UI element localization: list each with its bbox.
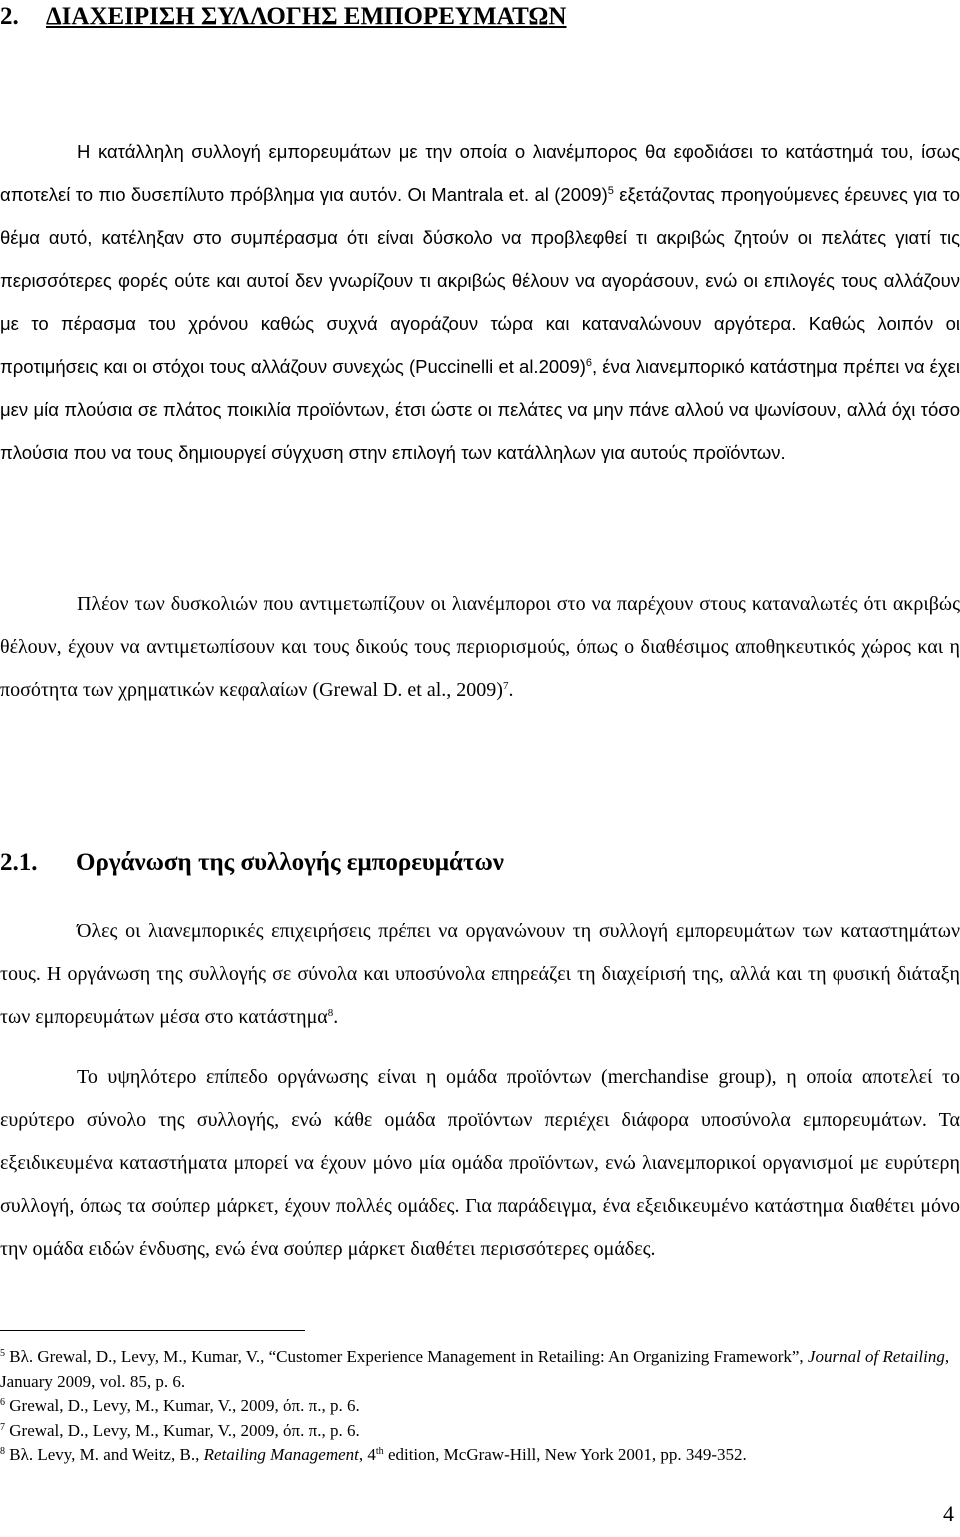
footnote-book-title: Retailing Management	[203, 1445, 359, 1464]
footnote-ref-6[interactable]: 6	[585, 357, 593, 369]
paragraph-2-text-a: Πλέον των δυσκολιών που αντιμετωπίζουν οι λιανέμποροι στο να παρέχουν στους καταναλωτές ότι ακριβώς θέλουν, έχουν να αντιμετωπίσουν και τους δικούς τους περιορισμούς, όπως ο διαθέσιμος αποθηκευτικός χώρος και η ποσότητα των χρηματικών κεφαλαίων (Grewal D. et al., 2009)	[0, 593, 960, 701]
footnote-7	[0, 1419, 960, 1444]
chapter-number: 2.	[0, 3, 19, 30]
paragraph-4: Το υψηλότερο επίπεδο οργάνωσης είναι η ομάδα προϊόντων (merchandise group), η οποία αποτελεί το ευρύτερο σύνολο της συλλογής, ενώ κάθε ομάδα προϊόντων περιέχει διάφορα υποσύνολα εμπορευμάτων. Τα εξειδικευμένα καταστήματα μπορεί να έχουν μόνο μία ομάδα προϊόντων, ενώ λιανεμπορικοί οργανισμοί με ευρύτερη συλλογή, όπως τα σούπερ μάρκετ, έχουν πολλές ομάδες. Για παράδειγμα, ένα εξειδικευμένο κατάστημα διαθέτει μόνο την ομάδα ειδών ένδυσης, ενώ ένα σούπερ μάρκετ διαθέτει περισσότερες ομάδες.	[0, 1066, 960, 1260]
paragraph-1-text-b: εξετάζοντας προηγούμενες έρευνες για το θέμα αυτό, κατέληξαν στο συμπέρασμα ότι είναι δύσκολο να προβλεφθεί τι ακριβώς ζητούν οι πελάτες γιατί τις περισσότερες φορές ούτε και αυτοί δεν γνωρίζουν τι ακριβώς θέλουν να αγοράσουν, ενώ οι επιλογές τους αλλάζουν με το πέρασμα του χρόνου καθώς συχνά αγοράζουν τώρα και καταναλώνουν αργότερα. Καθώς λοιπόν οι προτιμήσεις και οι στόχοι τους αλλάζουν συνεχώς (Puccinelli et al.2009)	[0, 184, 960, 377]
section-title: Οργάνωση της συλλογής εμπορευμάτων	[76, 849, 504, 876]
footnote-ref-7[interactable]: 7	[502, 680, 509, 692]
chapter-title: ΔΙΑΧΕΙΡΙΣΗ ΣΥΛΛΟΓΗΣ ΕΜΠΟΡΕΥΜΑΤΩΝ	[46, 3, 567, 30]
chapter-heading	[0, 0, 566, 34]
paragraph-3-text-a: Όλες οι λιανεμπορικές επιχειρήσεις πρέπει να οργανώνουν τη συλλογή εμπορευμάτων των καταστημάτων τους. Η οργάνωση της συλλογής σε σύνολα και υποσύνολα επηρεάζει τη διαχείρισή της, αλλά και τη φυσική διάταξη των εμπορευμάτων μέσα στο κατάστημα	[0, 920, 960, 1028]
section-heading	[0, 846, 504, 880]
footnote-5	[0, 1345, 960, 1394]
paragraph-3-text-b: .	[333, 1006, 339, 1028]
paragraph-1	[0, 130, 960, 474]
footnote-text: , January 2009, vol. 85, p. 6.	[0, 1347, 950, 1391]
footnote-ref-8[interactable]: 8	[327, 1007, 334, 1019]
footnote-number: 8	[0, 1446, 5, 1457]
paragraph-1-text-a: Η κατάλληλη συλλογή εμπορευμάτων με την οποία ο λιανέμπορος θα εφοδιάσει το κατάστημά του, ίσως αποτελεί το πιο δυσεπίλυτο πρόβλημα για αυτόν. Οι Mantrala et. al (2009)	[0, 141, 960, 205]
footnote-text: edition, McGraw-Hill, New York 2001, pp. 349-352.	[383, 1445, 747, 1464]
section-number: 2.1.	[0, 849, 38, 876]
paragraph-1-text-c: , ένα λιανεμπορικό κατάστημα πρέπει να έχει μεν μία πλούσια σε πλάτος ποικιλία προϊόντων, έτσι ώστε οι πελάτες να μην πάνε αλλού να ψωνίσουν, αλλά όχι τόσο πλούσια που να τους δημιουργεί σύγχυση στην επιλογή των κατάλληλων για αυτούς προϊόντων.	[0, 356, 960, 463]
footnote-edition-superscript: th	[375, 1446, 384, 1457]
footnote-text: Grewal, D., Levy, M., Kumar, V., 2009, όπ. π., p. 6.	[5, 1396, 360, 1415]
footnote-6	[0, 1394, 960, 1419]
footnote-ref-5[interactable]: 5	[607, 185, 614, 197]
footnote-number: 6	[0, 1397, 5, 1408]
footnote-8	[0, 1443, 960, 1468]
footnotes	[0, 1345, 960, 1468]
paragraph-2-text-b: .	[508, 679, 514, 701]
paragraph-2	[0, 583, 960, 712]
footnote-number: 5	[0, 1348, 5, 1359]
page-number: 4	[943, 1501, 954, 1526]
footnote-text: Βλ. Levy, M. and Weitz, B.,	[5, 1445, 204, 1464]
footnote-journal-title: Journal of Retailing	[807, 1347, 945, 1366]
paragraph-3	[0, 910, 960, 1039]
footnote-separator	[0, 1330, 305, 1331]
footnote-text: Grewal, D., Levy, M., Kumar, V., 2009, όπ. π., p. 6.	[5, 1420, 360, 1440]
footnote-text: , 4	[358, 1445, 376, 1464]
footnote-number: 7	[0, 1421, 5, 1433]
footnote-text: Βλ. Grewal, D., Levy, M., Kumar, V., “Customer Experience Management in Retailing: An Organizing Framework”,	[5, 1347, 808, 1366]
